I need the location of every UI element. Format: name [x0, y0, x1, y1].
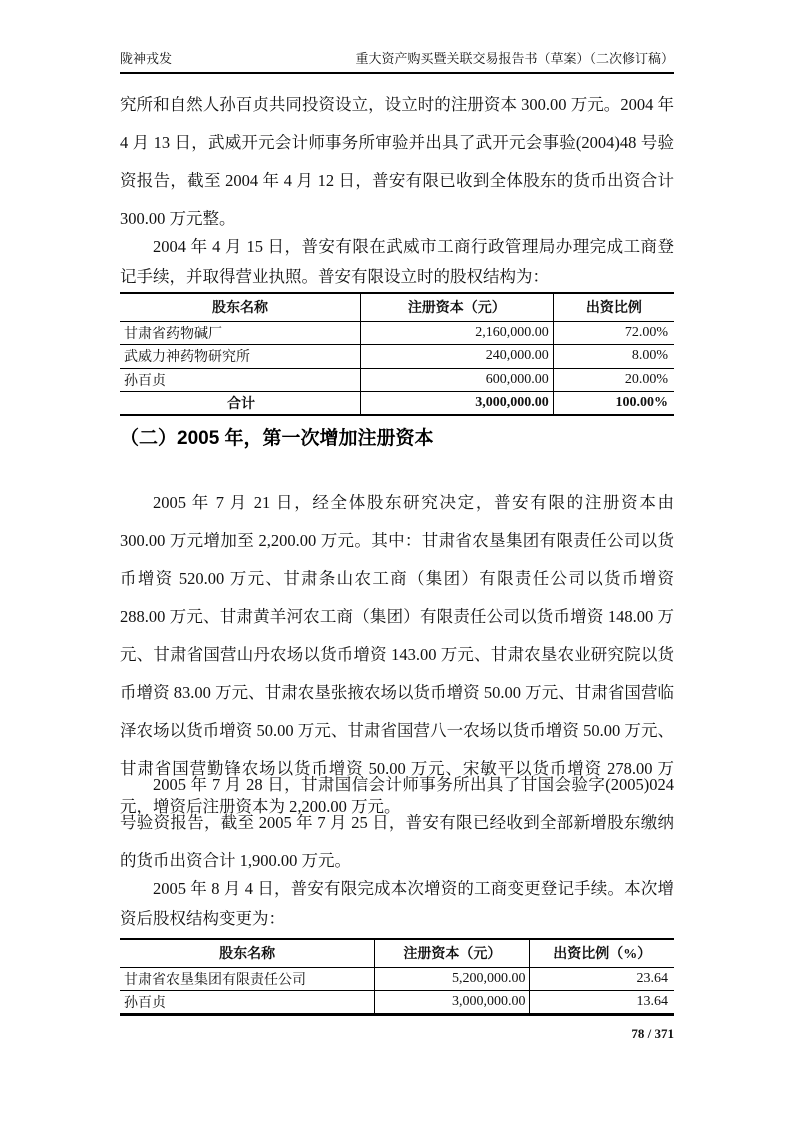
- col-header-capital: 注册资本（元）: [360, 293, 553, 321]
- ratio-value: 8.00%: [553, 345, 674, 369]
- total-capital: 3,000,000.00: [360, 392, 553, 416]
- page-header: [120, 48, 674, 74]
- shareholding-table-initial: [120, 292, 674, 416]
- paragraph-registration-change: 2005 年 8 月 4 日，普安有限完成本次增资的工商变更登记手续。本次增资后股权结构变更为：: [120, 879, 674, 928]
- page-number: 78 / 371: [631, 1026, 674, 1041]
- col-header-capital: 注册资本（元）: [375, 939, 530, 967]
- header-doc-short-title: 陇神戎发: [120, 51, 173, 66]
- col-header-ratio: 出资比例: [553, 293, 674, 321]
- ratio-value: 20.00%: [553, 368, 674, 392]
- col-header-ratio: 出资比例（%）: [530, 939, 674, 967]
- shareholder-name: 甘肃省农垦集团有限责任公司: [120, 967, 375, 991]
- table-header-row: [120, 293, 674, 321]
- total-label: 合计: [226, 397, 255, 412]
- col-header-shareholder: 股东名称: [120, 293, 360, 321]
- col-header-shareholder: 股东名称: [120, 939, 375, 967]
- ratio-value: 13.64: [530, 991, 674, 1015]
- table-row: [120, 321, 674, 345]
- table-total-row: [120, 392, 674, 416]
- table-row: [120, 967, 674, 991]
- paragraph-capital-verification: 2005 年 7 月 28 日，甘肃国信会计师事务所出具了甘国会验字(2005)024 号验资报告，截至 2005 年 7 月 25 日，普安有限已经收到全部新增股东缴纳的货币出资合计 1,900.00 万元。: [120, 775, 674, 870]
- shareholder-name: 武威力神药物研究所: [120, 345, 360, 369]
- shareholding-table-after-increase: [120, 938, 674, 1016]
- total-ratio: 100.00%: [553, 392, 674, 416]
- capital-value: 600,000.00: [360, 368, 553, 392]
- header-doc-full-title: 重大资产购买暨关联交易报告书（草案）（二次修订稿）: [355, 51, 674, 66]
- paragraph-registration: 2004 年 4 月 15 日，普安有限在武威市工商行政管理局办理完成工商登记手续，并取得营业执照。普安有限设立时的股权结构为：: [120, 237, 674, 286]
- paragraph-capital-increase-detail: 2005 年 7 月 21 日，经全体股东研究决定，普安有限的注册资本由 300.00 万元增加至 2,200.00 万元。其中：甘肃省农垦集团有限责任公司以货币增资 520.00 万元、甘肃条山农工商（集团）有限责任公司以货币增资 288.00 万元、甘肃黄羊河农工商（集团）有限责任公司以货币增资 148.00 万元、甘肃省国营山丹农场以货币增资 143.00 万元、甘肃农垦农业研究院以货币增资 83.00 万元、甘肃农垦张掖农场以货币增资 50.00 万元、甘肃省国营临泽农场以货币增资 50.00 万元、甘肃省国营八一农场以货币增资 50.00 万元、甘肃省国营勤锋农场以货币增资 50.00 万元、宋敏平以货币增资 278.00 万元，增资后注册资本为 2,200.00 万元。: [120, 493, 674, 816]
- capital-value: 240,000.00: [360, 345, 553, 369]
- section-heading: （二）2005 年，第一次增加注册资本: [120, 428, 434, 449]
- capital-value: 2,160,000.00: [360, 321, 553, 345]
- table-row: [120, 345, 674, 369]
- capital-value: 5,200,000.00: [375, 967, 530, 991]
- shareholder-name: 孙百贞: [120, 368, 360, 392]
- shareholder-name: 孙百贞: [124, 995, 166, 1011]
- table-row: [120, 991, 674, 1015]
- table-row: [120, 368, 674, 392]
- shareholder-name: 甘肃省药物碱厂: [120, 321, 360, 345]
- table-header-row: [120, 939, 674, 967]
- capital-value: 3,000,000.00: [375, 991, 530, 1015]
- ratio-value: 72.00%: [553, 321, 674, 345]
- paragraph-establishment: 究所和自然人孙百贞共同投资设立，设立时的注册资本 300.00 万元。2004 年 4 月 13 日，武威开元会计师事务所审验并出具了武开元会事验(2004)48 号验资报告，截至 2004 年 4 月 12 日，普安有限已收到全体股东的货币出资合计 300.00 万元整。: [120, 95, 674, 228]
- ratio-value: 23.64: [530, 967, 674, 991]
